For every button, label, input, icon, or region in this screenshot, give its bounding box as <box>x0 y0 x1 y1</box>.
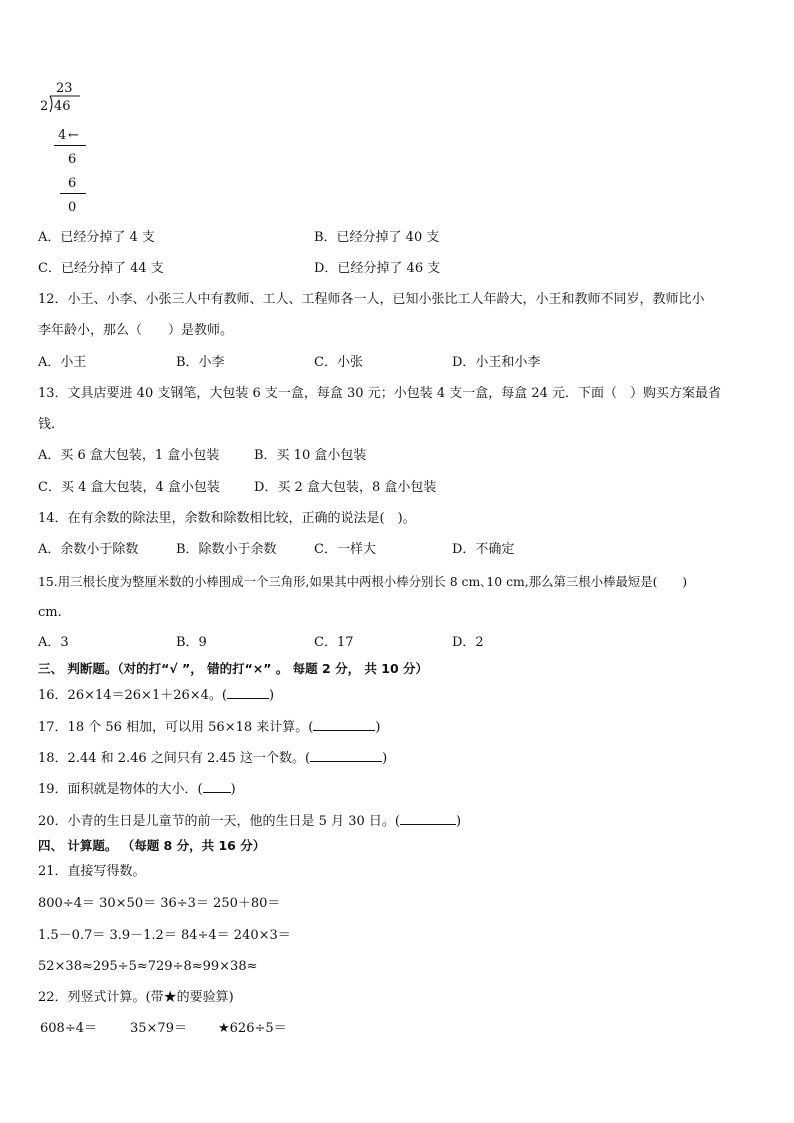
q18-line <box>38 749 387 768</box>
q22-title: 22．列竖式计算。(带★的要验算) <box>38 990 234 1005</box>
q11-option-c: C．已经分掉了 44 支 <box>38 261 164 276</box>
q11-option-b: B．已经分掉了 40 支 <box>314 230 440 245</box>
q11-option-d: D．已经分掉了 46 支 <box>314 261 441 276</box>
q13-option-c: C．买 4 盒大包装，4 盒小包装 <box>38 480 220 495</box>
q18-text: 18．2.44 和 2.46 之间只有 2.45 这一个数。( <box>38 751 311 766</box>
q21-row3: 52×38≈295÷5≈729÷8≈99×38≈ <box>38 959 258 974</box>
q18-answer-blank[interactable] <box>310 749 382 762</box>
q20-answer-blank[interactable] <box>400 812 456 825</box>
division-rule-1 <box>54 145 86 146</box>
q16-close: ) <box>269 688 275 703</box>
q20-line <box>38 812 461 831</box>
q18-close: ) <box>382 751 388 766</box>
q17-answer-blank[interactable] <box>313 718 375 731</box>
q21-row1: 800÷4＝ 30×50＝ 36÷3＝ 250＋80＝ <box>38 896 281 911</box>
division-remainder2: 0 <box>68 200 77 215</box>
q16-line <box>38 686 274 705</box>
q12-option-d: D．小王和小李 <box>452 355 541 370</box>
q13-line1: 13．文具店要进 40 支钢笔，大包装 6 支一盒，每盒 30 元；小包装 4 支一盒，每盒 24 元．下面（ ）购买方案最省 <box>38 386 722 401</box>
q15-option-c: C．17 <box>314 635 354 650</box>
q14-option-a: A．余数小于除数 <box>38 542 139 557</box>
division-step1: 4 <box>58 128 67 143</box>
q17-line <box>38 718 380 737</box>
q22-expr-3: ★626÷5＝ <box>218 1021 287 1036</box>
division-dividend: 46 <box>54 99 71 114</box>
q16-text: 16．26×14＝26×1＋26×4。( <box>38 688 228 703</box>
q17-close: ) <box>375 720 381 735</box>
division-quotient: 23 <box>56 81 73 96</box>
q22-expr-1: 608÷4＝ <box>40 1021 97 1036</box>
q21-title: 21．直接写得数。 <box>38 864 146 879</box>
q12-option-a: A．小王 <box>38 355 87 370</box>
q20-close: ) <box>455 814 462 829</box>
q15-option-d: D．2 <box>452 635 484 650</box>
q19-line <box>38 780 236 799</box>
q19-answer-blank[interactable] <box>203 780 231 793</box>
q12-option-b: B．小李 <box>176 355 225 370</box>
division-rule-2 <box>60 193 86 194</box>
arrow-left-icon: ← <box>68 128 79 143</box>
q16-answer-blank[interactable] <box>227 686 269 699</box>
q11-option-a: A．已经分掉了 4 支 <box>38 230 155 245</box>
q20-text: 20．小青的生日是儿童节的前一天，他的生日是 5 月 30 日。( <box>38 814 400 829</box>
q15-line1: 15.用三根长度为整厘米数的小棒围成一个三角形,如果其中两根小棒分别长 8 cm､10 cm,那么第三根小棒最短是( ) <box>38 574 688 589</box>
q13-option-a: A．买 6 盒大包装，1 盒小包装 <box>38 448 220 463</box>
q14-line1: 14．在有余数的除法里，余数和除数相比较，正确的说法是( )。 <box>38 511 416 526</box>
q15-line2: cm. <box>38 605 62 620</box>
q12-option-c: C．小张 <box>314 355 363 370</box>
q12-line2: 李年龄小，那么（ ）是教师。 <box>38 323 234 338</box>
q13-line2: 钱． <box>38 417 65 432</box>
q13-option-d: D．买 2 盒大包装，8 盒小包装 <box>254 480 437 495</box>
q21-row2: 1.5－0.7＝ 3.9－1.2＝ 84÷4＝ 240×3＝ <box>38 928 291 943</box>
q15-option-b: B．9 <box>176 635 207 650</box>
division-step2: 6 <box>68 176 77 191</box>
division-divisor: 2 <box>40 99 49 114</box>
q19-close: ) <box>230 782 236 797</box>
q17-text: 17．18 个 56 相加，可以用 56×18 来计算。( <box>38 720 314 735</box>
q22-expr-2: 35×79＝ <box>130 1021 187 1036</box>
q14-option-d: D．不确定 <box>452 542 515 557</box>
section4-title: 四、 计算题。 （每题 8 分，共 16 分） <box>38 838 266 853</box>
division-remainder1: 6 <box>68 152 77 167</box>
q12-line1: 12．小王、小李、小张三人中有教师、工人、工程师各一人，已知小张比工人年龄大，小王和教师不同岁，教师比小 <box>38 292 705 307</box>
section3-title: 三、 判断题。（对的打“√ ”， 错的打“×” 。 每题 2 分， 共 10 分） <box>38 661 429 676</box>
q14-option-b: B．除数小于余数 <box>176 542 277 557</box>
q14-option-c: C．一样大 <box>314 542 376 557</box>
q15-option-a: A．3 <box>38 635 69 650</box>
q13-option-b: B．买 10 盒小包装 <box>254 448 367 463</box>
q19-text: 19．面积就是物体的大小．( <box>38 782 203 797</box>
